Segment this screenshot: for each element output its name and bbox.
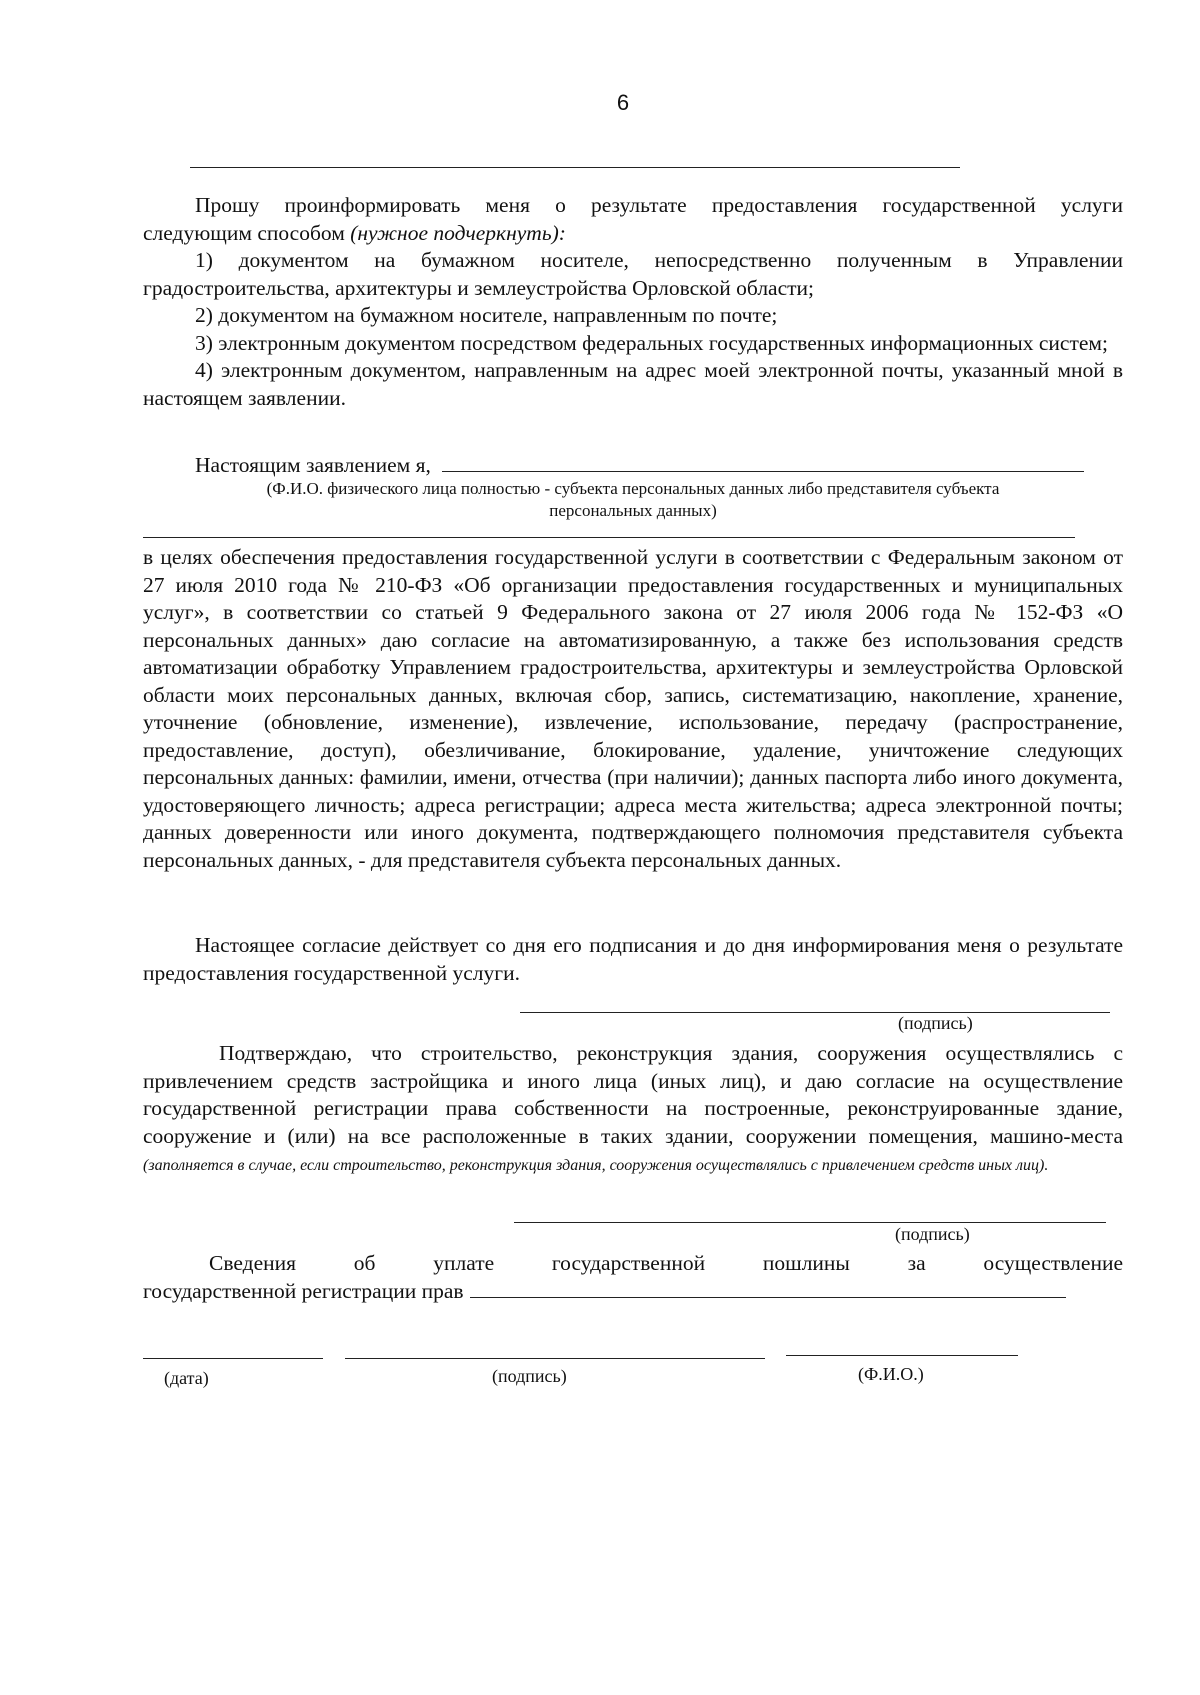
page-number: 6 xyxy=(616,90,630,115)
fee-section xyxy=(143,1250,1123,1305)
fio-caption: (Ф.И.О. физического лица полностью - субъекта персональных данных либо представителя субъекта персональных данных) xyxy=(266,479,1000,520)
option-federal-systems[interactable]: 3) электронным документом посредством федеральных государственных информационных систем; xyxy=(195,330,1108,355)
confirm-signature-caption: (подпись) xyxy=(895,1224,970,1244)
date-line[interactable] xyxy=(143,1358,323,1359)
underline-note: (нужное подчеркнуть): xyxy=(350,220,566,245)
confirm-section xyxy=(143,1040,1123,1180)
fee-line1: Сведения об уплате государственной пошлины за осуществление xyxy=(209,1251,1123,1275)
fio-field[interactable] xyxy=(442,453,1084,472)
inform-section xyxy=(143,192,1123,412)
fee-field[interactable] xyxy=(470,1279,1066,1298)
fee-line2: государственной регистрации прав xyxy=(143,1278,1123,1306)
confirm-note: (заполняется в случае, если строительство, реконструкция здания, сооружения осуществлялись с привлечением средств иных лиц). xyxy=(143,1157,1049,1174)
option-paper-mail[interactable]: 2) документом на бумажном носителе, направленным по почте; xyxy=(195,303,778,327)
footer-fio-caption: (Ф.И.О.) xyxy=(858,1364,924,1384)
consent-validity: Настоящее согласие действует со дня его подписания и до дня информирования меня о результате предоставления государственной услуги. xyxy=(143,933,1123,985)
inform-line2: следующим способом (нужное подчеркнуть): xyxy=(143,220,566,245)
top-blank-line xyxy=(190,167,960,168)
footer-signature-line[interactable] xyxy=(345,1358,765,1359)
fio-continuation-line[interactable] xyxy=(143,537,1075,538)
consent-signature-caption: (подпись) xyxy=(898,1013,973,1033)
date-caption: (дата) xyxy=(164,1368,209,1388)
consent-intro-text: Настоящим заявлением я, xyxy=(195,453,431,477)
confirm-signature-line[interactable] xyxy=(514,1222,1106,1223)
option-email[interactable]: 4) электронным документом, направленным на адрес моей электронной почты, указанный мной в настоящем заявлении. xyxy=(143,358,1123,410)
consent-body: в целях обеспечения предоставления государственной услуги в соответствии с Федеральным законом от 27 июля 2010 года № 210-ФЗ «Об организации предоставления государственных и муниципальных услуг», в соответствии со статьей 9 Федерального закона от 27 июля 2006 года № 152-ФЗ «О персональных данных» даю согласие на автоматизированную, а также без использования средств автоматизации обработку Управлением градостроительства, архитектуры и землеустройства Орловской области моих персональных данных, включая сбор, запись, систематизацию, накопление, хранение, уточнение (обновление, изменение), извлечение, использование, передачу (распространение, предоставление, доступ), обезличивание, блокирование, удаление, уничтожение следующих персональных данных: фамилии, имени, отчества (при наличии); данных паспорта либо иного документа, удостоверяющего личность; адреса регистрации; адреса места жительства; адреса электронной почты; данных доверенности или иного документа, подтверждающего полномочия представителя субъекта персональных данных, - для представителя субъекта персональных данных. xyxy=(143,545,1123,872)
consent-intro xyxy=(143,452,1123,480)
footer-fio-line[interactable] xyxy=(786,1355,1018,1356)
confirm-text: Подтверждаю, что строительство, реконструкция здания, сооружения осуществлялись с привлечением средств застройщика и иного лица (иных лиц), и даю согласие на осуществление государственной регистрации права собственности на построенные, реконструированные здание, сооружение и (или) на все расположенные в таких здании, сооружении помещения, машино-места xyxy=(143,1041,1123,1148)
option-paper-direct[interactable]: 1) документом на бумажном носителе, непосредственно полученным в Управлении градостроительства, архитектуры и землеустройства Орловской области; xyxy=(143,248,1123,300)
footer-signature-caption: (подпись) xyxy=(492,1366,567,1386)
inform-line1: Прошу проинформировать меня о результате предоставления государственной услуги xyxy=(195,193,1123,217)
consent-signature-line[interactable] xyxy=(520,1012,1110,1013)
